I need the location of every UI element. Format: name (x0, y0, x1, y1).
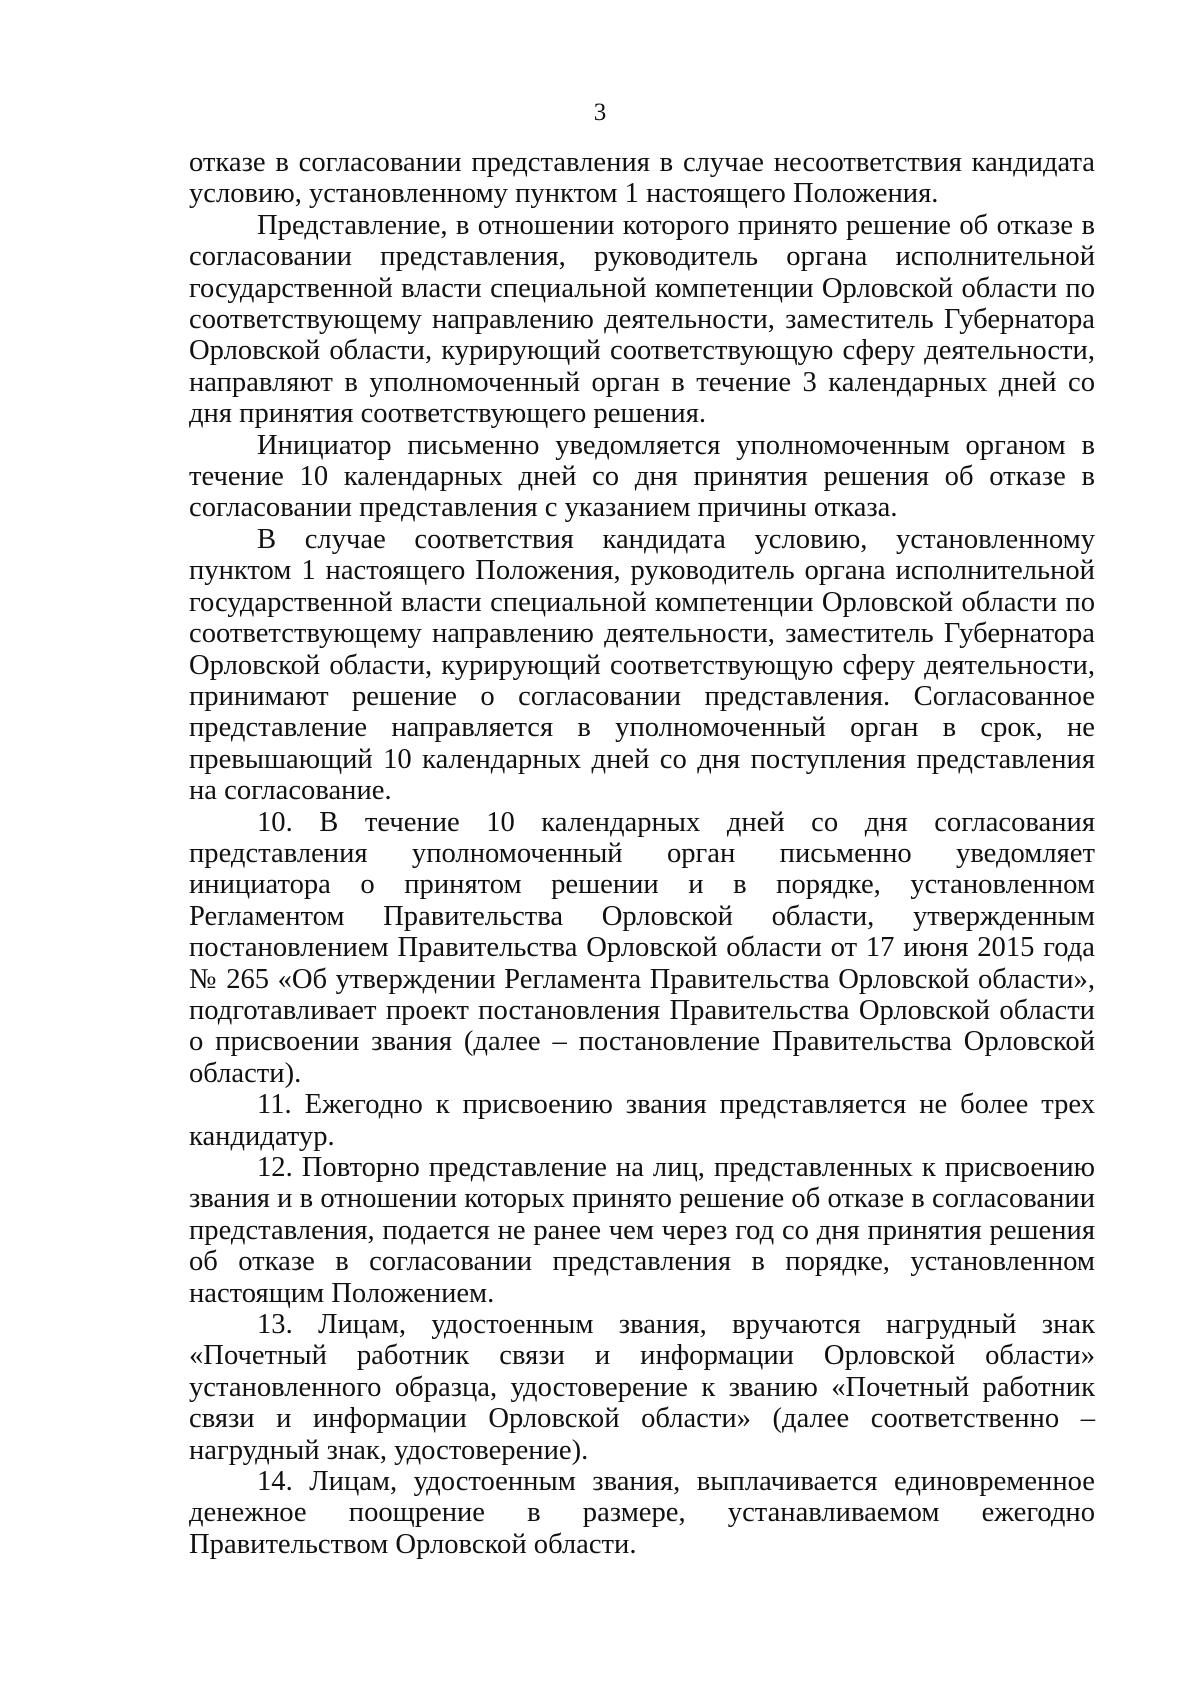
page-number: 3 (593, 99, 607, 126)
paragraph-continuation: отказе в согласовании представления в случае несоответствия кандидата условию, установленному пунктом 1 настоящего Положения. (189, 147, 1095, 210)
paragraph-refusal-submission: Представление, в отношении которого принято решение об отказе в согласовании представления, руководитель органа исполнительной государственной власти специальной компетенции Орловской области по соответствующему направлению деятельности, заместитель Губернатора Орловской области, курирующий соответствующую сферу деятельности, направляют в уполномоченный орган в течение 3 календарных дней со дня принятия соответствующего решения. (189, 209, 1095, 430)
paragraph-item-14: 14. Лицам, удостоенным звания, выплачивается единовременное денежное поощрение в размере, устанавливаемом ежегодно Правительством Орловской области. (189, 1466, 1095, 1560)
document-body (189, 147, 1095, 1560)
paragraph-approval: В случае соответствия кандидата условию, установленному пунктом 1 настоящего Положения, руководитель органа исполнительной государственной власти специальной компетенции Орловской области по соответствующему направлению деятельности, заместитель Губернатора Орловской области, курирующий соответствующую сферу деятельности, принимают решение о согласовании представления. Согласованное представление направляется в уполномоченный орган в срок, не превышающий 10 календарных дней со дня поступления представления на согласование. (189, 523, 1095, 807)
paragraph-initiator-notice: Инициатор письменно уведомляется уполномоченным органом в течение 10 календарных дней со дня принятия решения об отказе в согласовании представления с указанием причины отказа. (189, 429, 1095, 524)
paragraph-item-12: 12. Повторно представление на лиц, представленных к присвоению звания и в отношении которых принято решение об отказе в согласовании представления, подается не ранее чем через год со дня принятия решения об отказе в согласовании представления в порядке, установленном настоящим Положением. (189, 1152, 1095, 1309)
paragraph-item-13: 13. Лицам, удостоенным звания, вручаются нагрудный знак «Почетный работник связи и информации Орловской области» установленного образца, удостоверение к званию «Почетный работник связи и информации Орловской области» (далее соответственно – нагрудный знак, удостоверение). (189, 1309, 1095, 1466)
paragraph-item-11: 11. Ежегодно к присвоению звания представляется не более трех кандидатур. (189, 1089, 1095, 1152)
paragraph-item-10: 10. В течение 10 календарных дней со дня согласования представления уполномоченный орган письменно уведомляет инициатора о принятом решении и в порядке, установленном Регламентом Правительства Орловской области, утвержденным постановлением Правительства Орловской области от 17 июня 2015 года № 265 «Об утверждении Регламента Правительства Орловской области», подготавливает проект постановления Правительства Орловской области о присвоении звания (далее – постановление Правительства Орловской области). (189, 806, 1095, 1089)
